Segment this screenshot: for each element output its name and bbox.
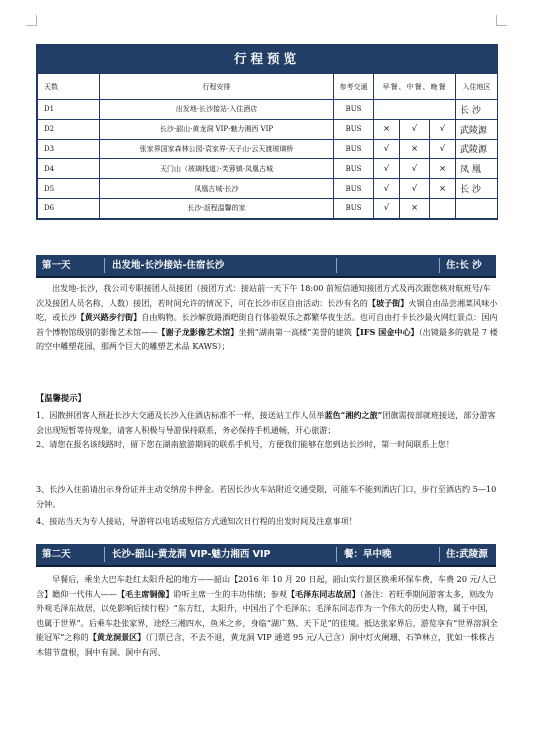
row-transport: BUS	[334, 100, 374, 120]
col-header-day: 天数	[38, 74, 100, 100]
day2-header-bar	[36, 544, 496, 567]
row-transport: BUS	[334, 119, 374, 139]
row-lunch: ×	[400, 198, 430, 218]
row-stay: 武陵源	[456, 139, 498, 159]
row-stay: 长 沙	[456, 100, 498, 120]
row-plan: 凤凰古城·长沙	[100, 179, 334, 199]
row-day: D5	[38, 179, 100, 199]
day1-stay: 住:长 沙	[446, 260, 482, 271]
row-plan: 出发地·长沙接站·入住酒店	[100, 100, 334, 120]
itinerary-row	[38, 179, 498, 199]
row-transport: BUS	[334, 179, 374, 199]
row-dinner: √	[430, 119, 456, 139]
row-lunch: √	[400, 159, 430, 179]
row-dinner: ×	[430, 159, 456, 179]
itinerary-row	[38, 119, 498, 139]
col-header-transport: 参考交通	[334, 74, 374, 100]
day2-stay: 住:武陵源	[446, 549, 488, 560]
day2-description: 早餐后，乘坐大巴车赴红太阳升起的地方——韶山【2016 年 10 月 20 日起，韶山实行景区换乘环保车费，车费 20 元/人已含】瞻仰一代伟人——【毛主席铜像】聆听主席一生的丰功伟绩；参观【毛泽东同志故居】（备注：若旺季期间游客太多，则改为外观毛泽东故居，以免影响后续行程）“东方红，太阳升，中国出了个毛泽东；毛泽东同志作为一个伟大的历史人物，属于中国，也属于世界”。后乘车赴张家界，途经三湘四水，鱼米之乡，身临“湖广熟、天下足”的佳境。抵达张家界后，游览享有“世界溶洞全能冠军”之称的【黄龙洞景区】（门票已含，不去不退，黄龙洞 VIP 通道 95 元/人已含）洞中灯火阑珊、石笋林立，犹如一株株古木错节盘根，洞中有洞、洞中有河、	[36, 574, 498, 657]
row-breakfast: ×	[374, 119, 400, 139]
row-stay	[456, 198, 498, 218]
row-lunch: √	[400, 179, 430, 199]
row-stay: 长 沙	[456, 179, 498, 199]
row-lunch: ×	[400, 139, 430, 159]
row-stay: 凤 凰	[456, 159, 498, 179]
row-transport: BUS	[334, 198, 374, 218]
col-header-plan: 行程安排	[100, 74, 334, 100]
day1-description: 出发地-长沙，我公司专职接团人员接团（接团方式：接站前一天下午 18:00 前短信通知接团方式及再次跟您核对航班号/车次及接团人员名称，人数）接团，若时间允许的情况下，可在长沙市区自由活动：长沙有名的【坡子街】火锅自由品尝湘菜风味小吃，或长沙【黄兴路步行街】自由购物。长沙解放路酒吧街自行体验娱乐之都繁华夜生活。也可自由打卡长沙最火网红景点：国内首个博物馆级别的影像艺术馆——【谢子龙影像艺术馆】坐拥“湖南第一高楼”美誉的建筑【IFS 国金中心】（出镜最多的就是 7 楼的空中雕塑花园，那两个巨大的雕塑艺术品 KAWS）；	[36, 283, 498, 352]
row-breakfast: √	[374, 139, 400, 159]
row-day: D6	[38, 198, 100, 218]
day1-route: 出发地-长沙接站-住宿长沙	[112, 260, 225, 271]
itinerary-row	[38, 100, 498, 120]
row-dinner: ×	[430, 179, 456, 199]
row-meals-empty	[374, 100, 456, 120]
row-dinner	[430, 198, 456, 218]
col-header-stay: 入住地区	[456, 74, 498, 100]
tip-1: 1、因散拼团客人预赶长沙大交通及长沙入住酒店标准不一样，接送站工作人员举蓝色“湘约之旅”团旗需按部就班接送，部分游客会出现短暂等待现象，请客人积极与导游保持联系，务必保持手机通畅，开心旅游；	[36, 410, 496, 435]
row-breakfast: √	[374, 179, 400, 199]
day2-meals: 餐：早中晚	[344, 549, 392, 560]
day1-label: 第一天	[42, 260, 71, 271]
itinerary-table	[36, 44, 498, 220]
row-transport: BUS	[334, 159, 374, 179]
itinerary-row	[38, 159, 498, 179]
day2-route: 长沙-韶山-黄龙洞 VIP-魅力湘西 VIP	[112, 549, 271, 560]
page-corner-mark	[496, 15, 507, 26]
row-breakfast: √	[374, 198, 400, 218]
tip-2: 2、请您在报名该线路时，留下您在湖南旅游期间的联系手机号，方便我们能够在您到达长沙时，第一时间联系上您！	[36, 439, 454, 449]
itinerary-row	[38, 139, 498, 159]
tip-4: 4、接站当天为专人接站，导游将以电话或短信方式通知次日行程的出发时间及注意事项！	[36, 516, 357, 526]
row-day: D2	[38, 119, 100, 139]
row-day: D3	[38, 139, 100, 159]
row-dinner: √	[430, 139, 456, 159]
itinerary-header-row	[38, 74, 498, 100]
day1-header-bar	[36, 255, 496, 278]
itinerary-title: 行程预览	[37, 45, 497, 73]
tip-3: 3、长沙入住前请出示身份证并主动交纳房卡押金。若因长沙火车站附近交通受限，可能车不能到酒店门口，步行至酒店约 5—10 分钟。	[36, 484, 497, 509]
row-plan: 长沙·韶山·黄龙洞 VIP·魅力湘西 VIP	[100, 119, 334, 139]
row-day: D1	[38, 100, 100, 120]
row-plan: 天门山（玻璃栈道）·芙蓉镇·凤凰古城	[100, 159, 334, 179]
notice-title: 【温馨提示】	[36, 393, 86, 403]
row-day: D4	[38, 159, 100, 179]
row-stay: 武陵源	[456, 119, 498, 139]
day2-label: 第二天	[42, 549, 71, 560]
row-breakfast: √	[374, 159, 400, 179]
row-plan: 长沙-返程温馨的家	[100, 198, 334, 218]
row-plan: 张家界国家森林公园·袁家界·天子山·云天渡玻璃桥	[100, 139, 334, 159]
page-corner-mark	[26, 15, 37, 26]
col-header-meals: 早餐、中餐、晚餐	[374, 74, 456, 100]
row-transport: BUS	[334, 139, 374, 159]
itinerary-row	[38, 198, 498, 218]
row-lunch: √	[400, 119, 430, 139]
